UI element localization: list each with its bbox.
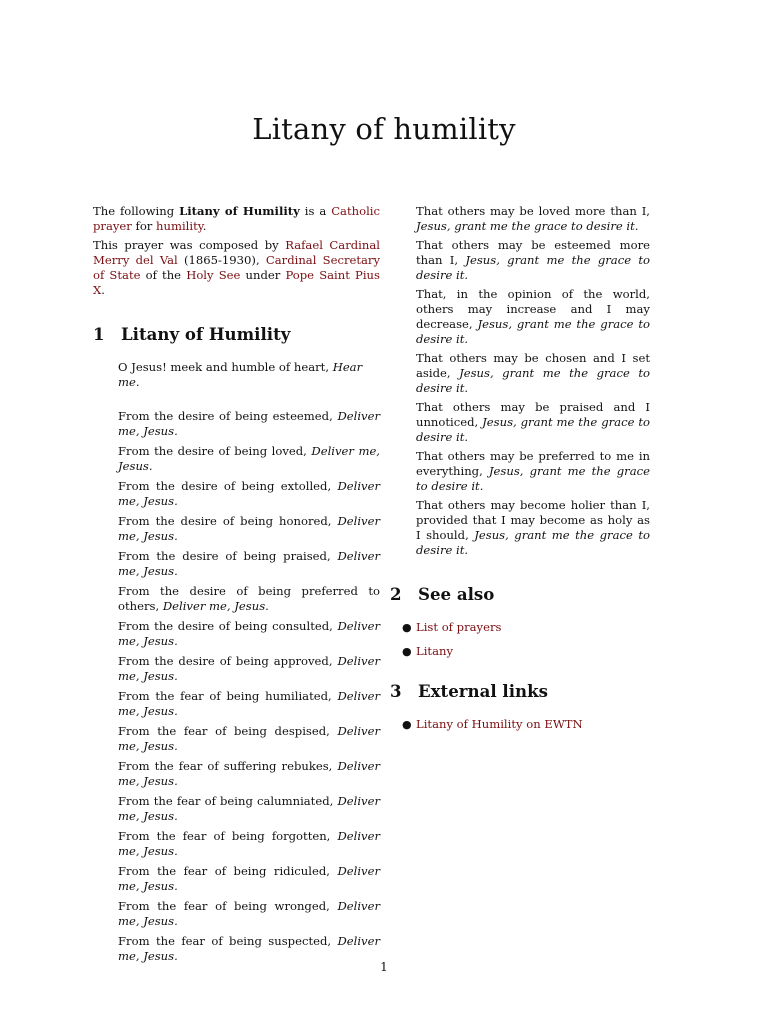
link-litany[interactable]: Litany <box>416 644 453 658</box>
intro-paragraph-2: This prayer was composed by Rafael Cardinal Merry del Val (1865-1930), Cardinal Secretary of State of the Holy See under Pope Saint Pius X. <box>93 238 381 297</box>
list-item <box>402 644 650 659</box>
list-item <box>402 620 650 635</box>
litany-item: From the desire of being esteemed, Deliver me, Jesus. <box>118 409 380 438</box>
see-also-list <box>402 620 650 659</box>
litany-item: From the fear of being forgotten, Deliver me, Jesus. <box>118 829 380 858</box>
section-heading-see-also: 2 See also <box>390 584 495 604</box>
external-links-list <box>402 717 650 732</box>
page-title: Litany of humility <box>252 112 516 146</box>
link-catholic-prayer[interactable]: Catholic prayer <box>93 204 380 233</box>
article-subject: Litany of Humility <box>179 204 300 218</box>
link-cardinal-secretary-of-state[interactable]: Cardinal Secretary of State <box>93 253 381 282</box>
litany-item: That others may be chosen and I set aside, Jesus, grant me the grace to desire it. <box>416 351 650 395</box>
litany-item: That others may be preferred to me in everything, Jesus, grant me the grace to desire it. <box>416 449 650 493</box>
invocation: O Jesus! meek and humble of heart, Hear me. <box>118 360 363 389</box>
litany-item: That others may be praised and I unnoticed, Jesus, grant me the grace to desire it. <box>416 400 650 444</box>
link-pope-saint-pius-x[interactable]: Pope Saint Pius X <box>93 268 380 297</box>
litany-item: From the desire of being preferred to others, Deliver me, Jesus. <box>118 584 380 613</box>
link-holy-see[interactable]: Holy See <box>186 268 241 282</box>
bullet-icon: ● <box>402 645 412 658</box>
litany-item: From the desire of being consulted, Deliver me, Jesus. <box>118 619 380 648</box>
litany-item: From the fear of being wronged, Deliver me, Jesus. <box>118 899 380 928</box>
litany-item: From the fear of being ridiculed, Deliver me, Jesus. <box>118 864 380 893</box>
page-number: 1 <box>380 960 388 974</box>
litany-item: From the desire of being extolled, Deliver me, Jesus. <box>118 479 380 508</box>
link-humility[interactable]: humility <box>156 219 203 233</box>
litany-item: From the desire of being honored, Deliver me, Jesus. <box>118 514 380 543</box>
deliver-list <box>93 409 380 964</box>
litany-item: That others may be loved more than I, Jesus, grant me the grace to desire it. <box>416 204 650 233</box>
intro-paragraph-1: The following Litany of Humility is a Catholic prayer for humility. <box>93 204 380 233</box>
link-list-of-prayers[interactable]: List of prayers <box>416 620 502 634</box>
litany-item: From the fear of being calumniated, Deliver me, Jesus. <box>118 794 380 823</box>
litany-item: From the desire of being approved, Deliver me, Jesus. <box>118 654 380 683</box>
link-rafael-merry-del-val[interactable]: Rafael Cardinal Merry del Val <box>93 238 380 267</box>
litany-item: That, in the opinion of the world, others may increase and I may decrease, Jesus, grant me the grace to desire it. <box>416 287 650 346</box>
bullet-icon: ● <box>402 621 412 634</box>
right-column <box>390 204 650 741</box>
bullet-icon: ● <box>402 718 412 731</box>
section-heading-litany: 1 Litany of Humility <box>93 324 291 344</box>
left-column <box>93 204 380 969</box>
litany-item: That others may be esteemed more than I, Jesus, grant me the grace to desire it. <box>416 238 650 282</box>
litany-item: From the desire of being praised, Deliver me, Jesus. <box>118 549 380 578</box>
link-litany-of-humility-ewtn[interactable]: Litany of Humility on EWTN <box>416 717 583 731</box>
list-item <box>402 717 650 732</box>
litany-item: From the desire of being loved, Deliver me, Jesus. <box>118 444 380 473</box>
grant-list <box>390 204 650 558</box>
litany-item: From the fear of being suspected, Deliver me, Jesus. <box>118 934 380 963</box>
section-heading-external-links: 3 External links <box>390 681 548 701</box>
litany-item: From the fear of being humiliated, Deliver me, Jesus. <box>118 689 380 718</box>
litany-item: From the fear of being despised, Deliver me, Jesus. <box>118 724 380 753</box>
litany-item: From the fear of suffering rebukes, Deliver me, Jesus. <box>118 759 380 788</box>
litany-item: That others may become holier than I, provided that I may become as holy as I should, Jesus, grant me the grace to desire it. <box>416 498 650 557</box>
